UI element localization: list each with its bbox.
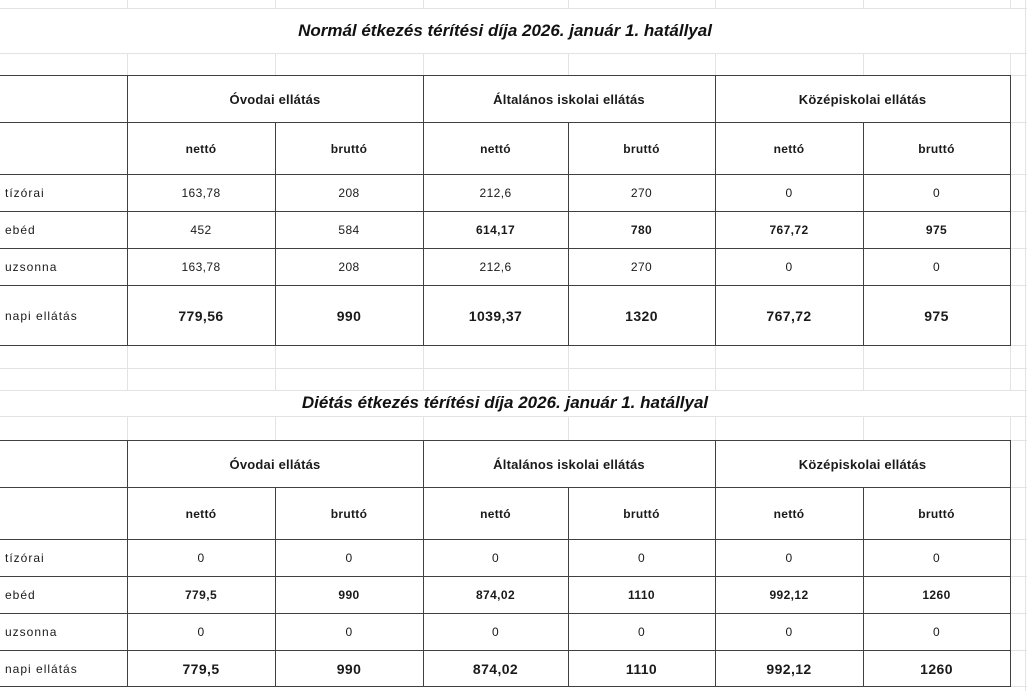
row-label: tízórai [0,540,127,577]
corner-cell [0,123,127,175]
value-cell: 163,78 [127,249,275,286]
gridline [1010,416,1011,440]
gridline [423,416,424,440]
group-header-cell: Középiskolai ellátás [715,441,1010,488]
gridline [0,368,1027,369]
row-label: tízórai [0,175,127,212]
value-cell: 208 [275,249,423,286]
value-cell: 212,6 [423,249,568,286]
group-header-cell: Óvodai ellátás [127,441,423,488]
subheader-cell: bruttó [275,123,423,175]
row-label: napi ellátás [0,651,127,687]
gridline [275,53,276,75]
group-header-cell: Általános iskolai ellátás [423,441,715,488]
value-cell: 767,72 [715,212,863,249]
value-cell: 584 [275,212,423,249]
gridline [568,53,569,75]
gridline [568,416,569,440]
row-label: uzsonna [0,249,127,286]
subheader-cell: nettó [715,123,863,175]
gridline [423,53,424,75]
gridline [127,345,128,390]
value-cell: 1110 [568,651,715,687]
value-cell: 0 [863,614,1010,651]
subheader-cell: bruttó [568,123,715,175]
subheader-cell: bruttó [863,488,1010,540]
gridline [715,345,716,390]
value-cell: 0 [275,614,423,651]
value-cell: 874,02 [423,651,568,687]
gridline [423,0,424,8]
value-cell: 0 [715,614,863,651]
gridline [863,53,864,75]
value-cell: 0 [715,175,863,212]
value-cell: 1320 [568,286,715,346]
table-row [0,212,1010,249]
value-cell: 0 [568,540,715,577]
gridline [0,53,1027,54]
group-header-cell: Óvodai ellátás [127,76,423,123]
gridline [275,416,276,440]
value-cell: 992,12 [715,651,863,687]
gridline [127,416,128,440]
value-cell: 779,5 [127,651,275,687]
dietary-meals-title: Diétás étkezés térítési díja 2026. január 1. hatállyal [301,393,709,412]
table-row [0,249,1010,286]
gridline [715,53,716,75]
subheader-cell: nettó [423,123,568,175]
gridline [423,345,424,390]
gridline [1010,53,1011,75]
value-cell: 0 [863,249,1010,286]
value-cell: 0 [863,540,1010,577]
value-cell: 767,72 [715,286,863,346]
value-cell: 0 [715,540,863,577]
gridline [1010,345,1011,390]
value-cell: 1260 [863,651,1010,687]
value-cell: 0 [863,175,1010,212]
value-cell: 1260 [863,577,1010,614]
value-cell: 990 [275,286,423,346]
row-label: ebéd [0,212,127,249]
subheader-cell: bruttó [275,488,423,540]
value-cell: 0 [275,540,423,577]
value-cell: 1039,37 [423,286,568,346]
value-cell: 975 [863,286,1010,346]
corner-cell [0,76,127,123]
subheader-cell: nettó [715,488,863,540]
normal-meals-table [0,75,1011,346]
value-cell: 0 [423,540,568,577]
subheader-cell: nettó [423,488,568,540]
value-cell: 779,5 [127,577,275,614]
gridline [863,416,864,440]
gridline [1010,0,1011,8]
value-cell: 0 [568,614,715,651]
gridline [863,0,864,8]
value-cell: 0 [127,614,275,651]
value-cell: 874,02 [423,577,568,614]
subheader-cell: bruttó [568,488,715,540]
value-cell: 990 [275,577,423,614]
gridline [568,0,569,8]
table-row [0,175,1010,212]
value-cell: 212,6 [423,175,568,212]
gridline [0,416,1027,417]
gridline [568,345,569,390]
value-cell: 163,78 [127,175,275,212]
row-label: napi ellátás [0,286,127,346]
value-cell: 779,56 [127,286,275,346]
value-cell: 270 [568,249,715,286]
subheader-cell: nettó [127,488,275,540]
value-cell: 452 [127,212,275,249]
subheader-cell: nettó [127,123,275,175]
subheader-cell: bruttó [863,123,1010,175]
gridline [715,416,716,440]
value-cell: 990 [275,651,423,687]
value-cell: 208 [275,175,423,212]
table-row [0,286,1010,346]
gridline [127,0,128,8]
corner-cell [0,488,127,540]
group-header-cell: Általános iskolai ellátás [423,76,715,123]
normal-meals-title: Normál étkezés térítési díja 2026. január 1. hatállyal [298,21,712,40]
table-row [0,577,1010,614]
gridline [863,345,864,390]
table-row [0,651,1010,687]
dietary-meals-table [0,440,1011,687]
value-cell: 270 [568,175,715,212]
gridline [275,345,276,390]
value-cell: 780 [568,212,715,249]
value-cell: 0 [423,614,568,651]
table-row [0,614,1010,651]
value-cell: 0 [127,540,275,577]
gridline [127,53,128,75]
value-cell: 614,17 [423,212,568,249]
gridline [1025,0,1026,691]
value-cell: 975 [863,212,1010,249]
corner-cell [0,441,127,488]
value-cell: 0 [715,249,863,286]
gridline [275,0,276,8]
table-row [0,540,1010,577]
group-header-cell: Középiskolai ellátás [715,76,1010,123]
value-cell: 1110 [568,577,715,614]
gridline [715,0,716,8]
value-cell: 992,12 [715,577,863,614]
row-label: ebéd [0,577,127,614]
row-label: uzsonna [0,614,127,651]
